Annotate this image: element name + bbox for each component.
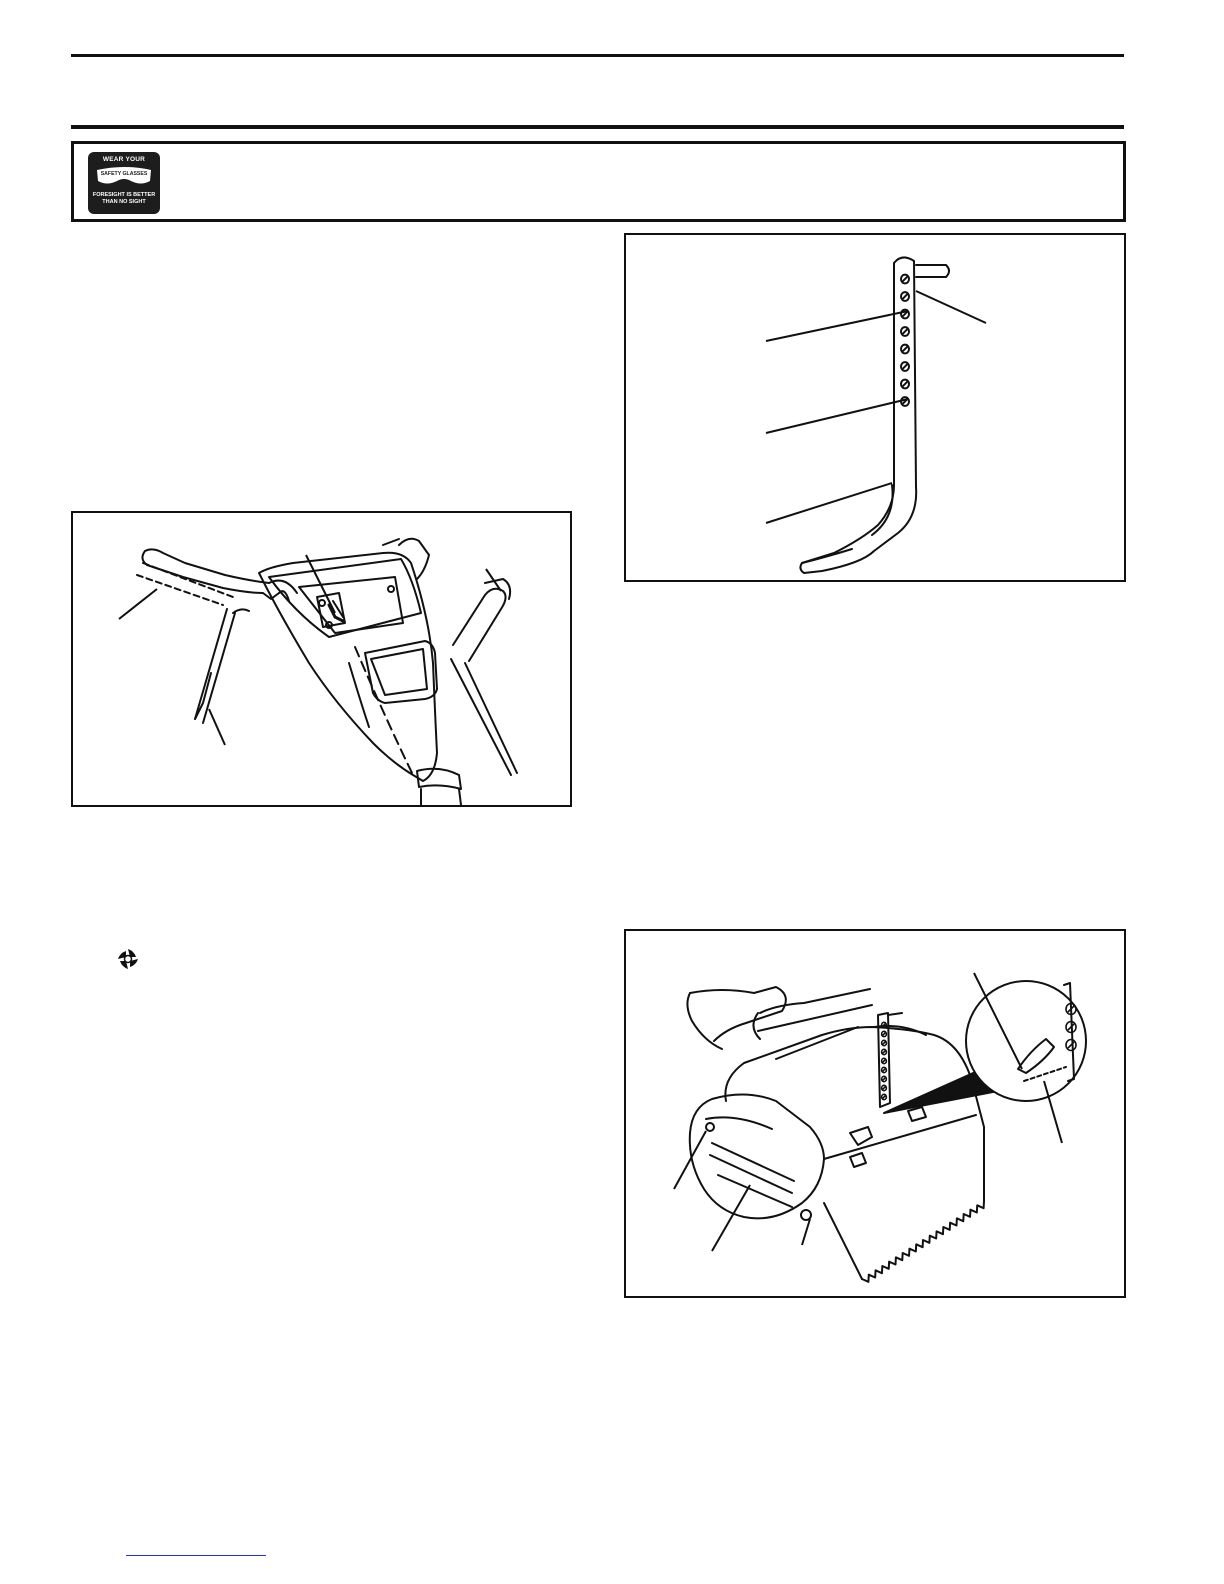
stake-hole-mark — [883, 1078, 886, 1081]
badge-line-1: WEAR YOUR — [102, 156, 146, 163]
badge-line-3b: THAN NO SIGHT — [102, 198, 146, 205]
handle-assembly-figure — [71, 511, 572, 807]
callout-rear-screw — [802, 1219, 810, 1245]
tine-shield-drawing — [626, 931, 1124, 1296]
stake-hole-mark — [903, 347, 908, 352]
stake-hole-mark — [883, 1096, 886, 1099]
stake-hole-mark — [903, 329, 908, 334]
callout-left-grip — [119, 589, 157, 619]
stake-hole-mark — [883, 1060, 886, 1063]
stake-hole-mark — [903, 382, 908, 387]
tine-shield-figure — [624, 929, 1126, 1298]
stake-hole-mark — [883, 1087, 886, 1090]
callout-pin — [916, 291, 986, 323]
callout-lower-hole — [766, 399, 908, 433]
stake-holes-small — [882, 1022, 887, 1099]
footer-link-underline[interactable] — [126, 1555, 266, 1556]
stake-hole-mark — [883, 1069, 886, 1072]
safety-glasses-icon — [88, 152, 160, 214]
stake-hole-mark — [883, 1051, 886, 1054]
stake-hole-mark — [903, 277, 908, 282]
stake-hole-mark — [903, 364, 908, 369]
depth-stake-figure — [624, 233, 1126, 582]
tine-rotation-icon — [116, 947, 140, 971]
stake-hole-mark — [883, 1033, 886, 1036]
handle-assembly-drawing — [73, 513, 570, 805]
stake-holes — [901, 275, 909, 406]
header-rule-top — [71, 54, 1124, 57]
safety-notice-box — [71, 141, 1126, 222]
badge-line-3a: FORESIGHT IS BETTER — [92, 192, 156, 198]
badge-line-2: SAFETY GLASSES — [100, 171, 148, 177]
callout-left-rod — [209, 709, 225, 745]
stake-hole-mark — [883, 1042, 886, 1045]
depth-stake-drawing — [626, 235, 1124, 580]
callout-stake-bend — [766, 483, 892, 523]
callout-upper-hole — [766, 311, 908, 341]
badge-line-3 — [88, 192, 160, 205]
stake-hole-mark — [903, 294, 908, 299]
header-rule-bottom — [71, 125, 1124, 129]
